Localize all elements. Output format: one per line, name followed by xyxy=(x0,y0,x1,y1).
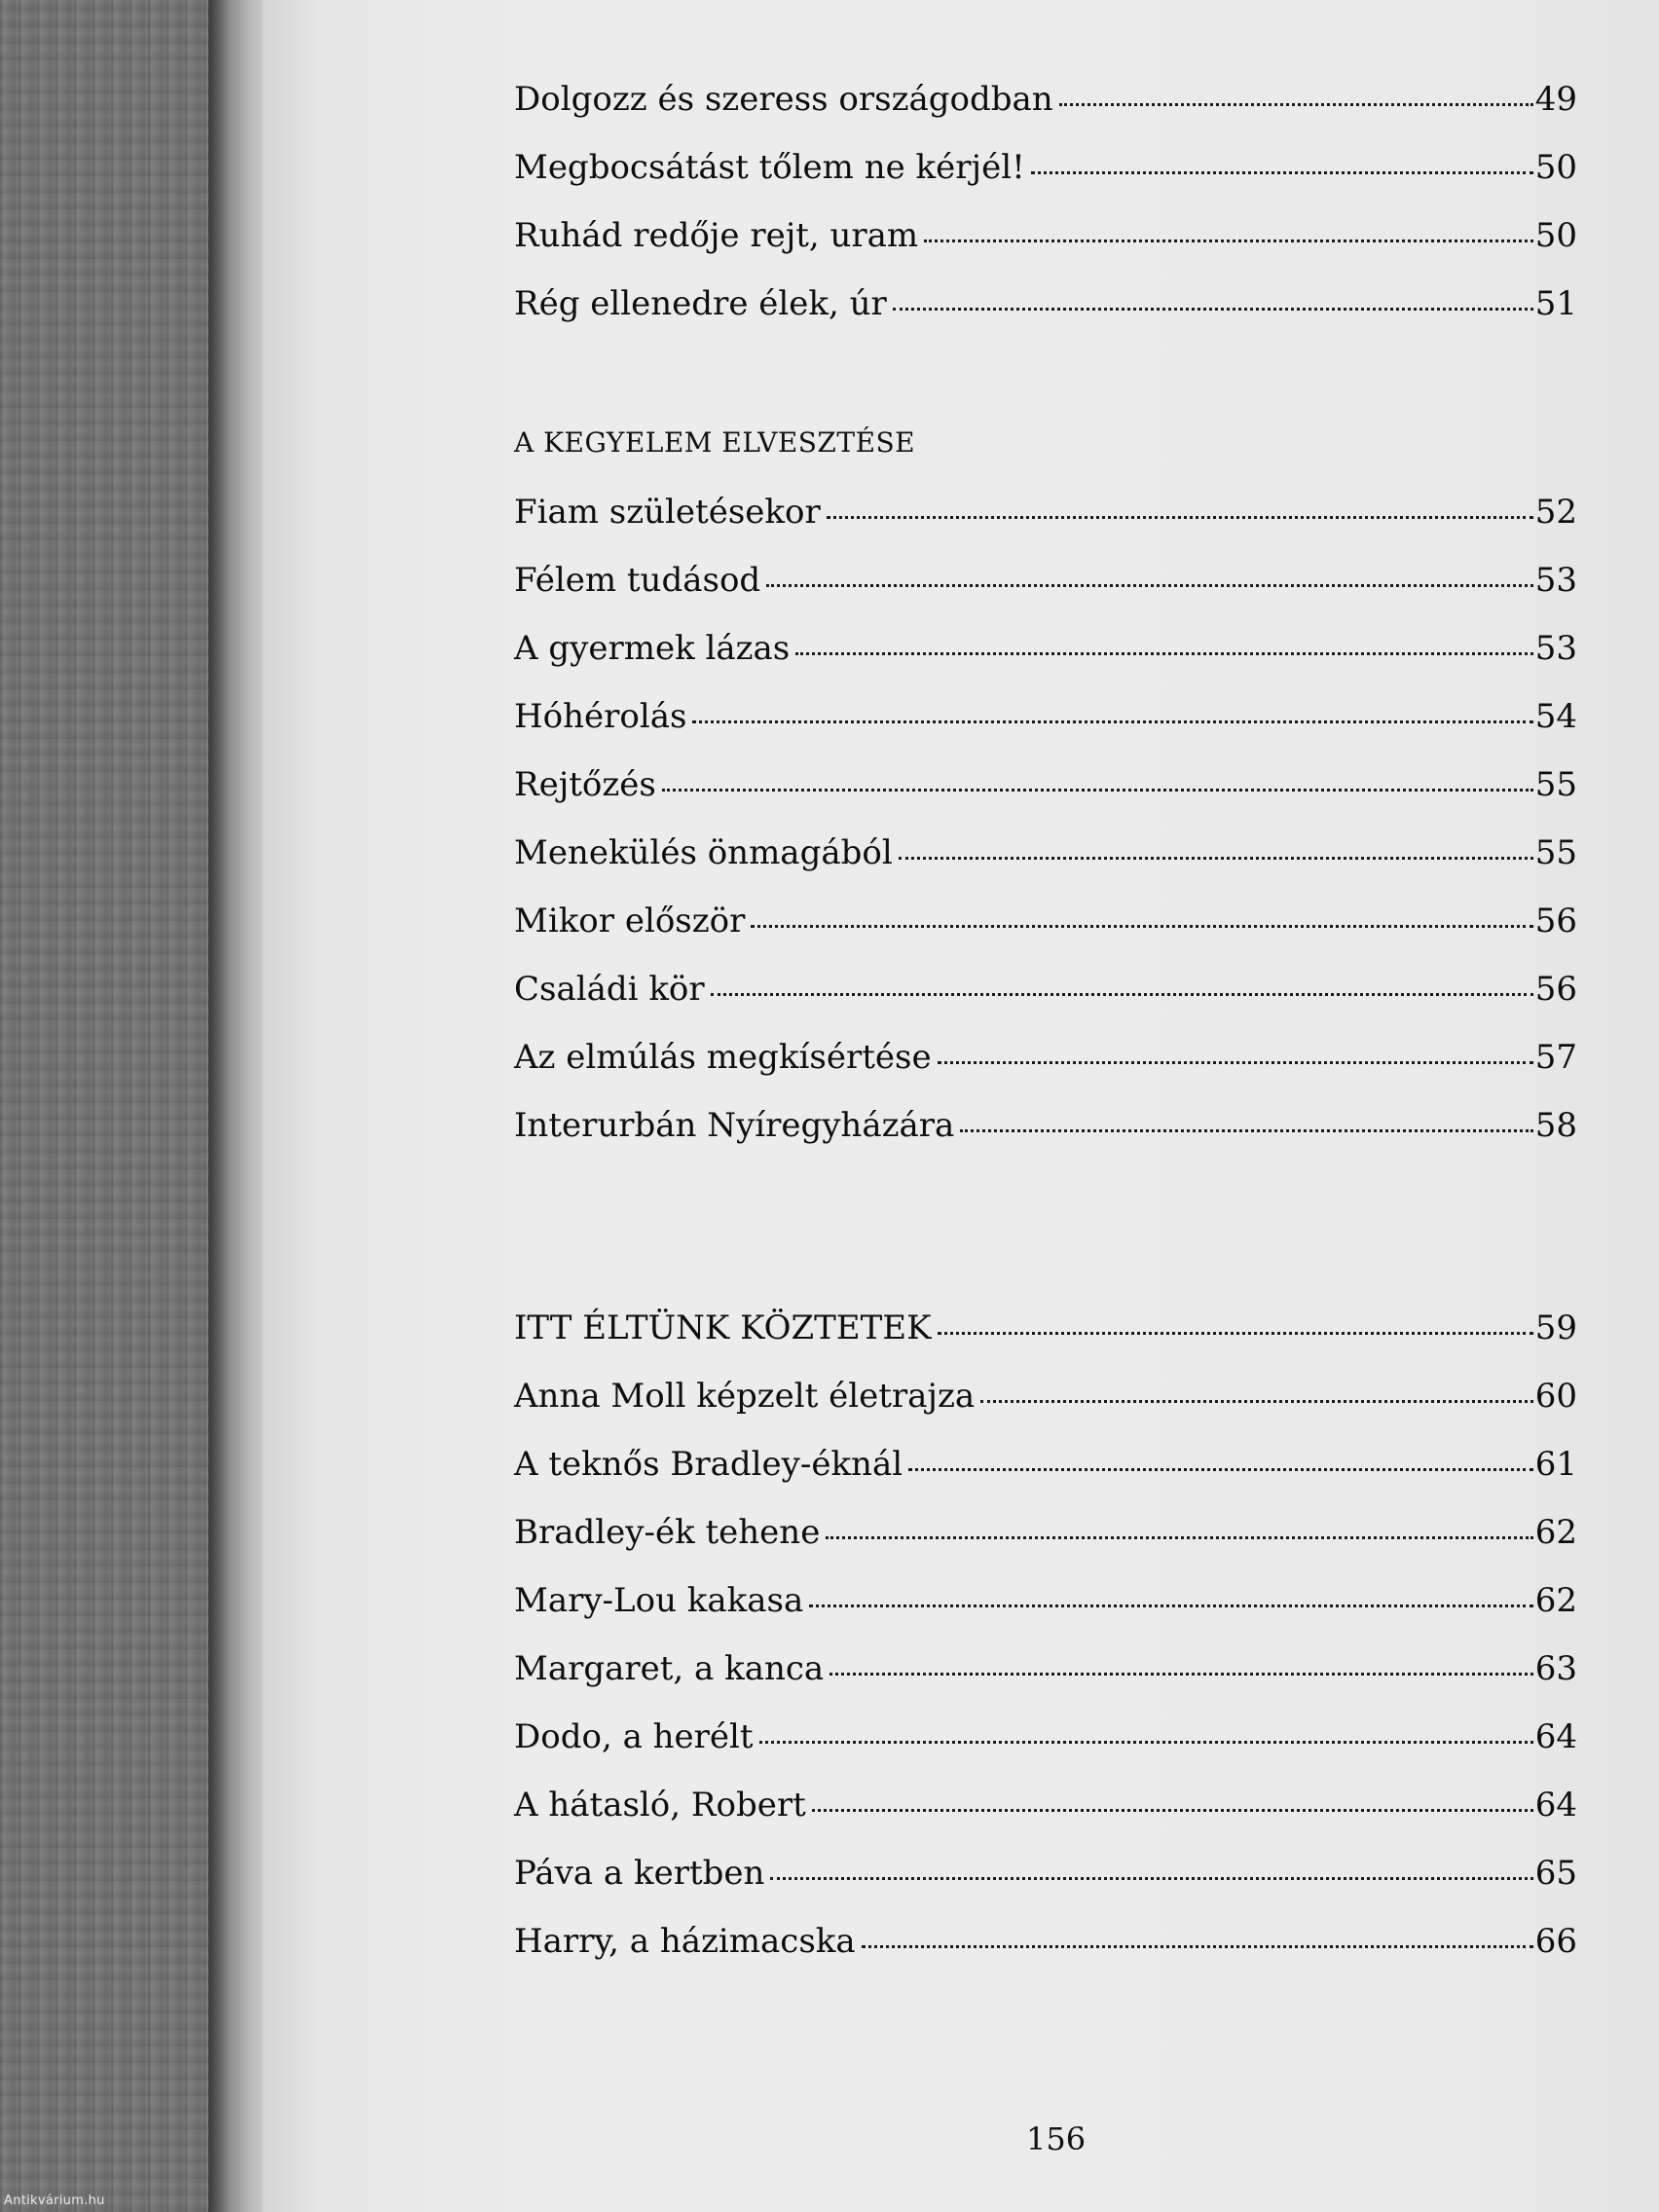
section-heading: A KEGYELEM ELVESZTÉSE xyxy=(514,426,916,459)
toc-entry-title: A teknős Bradley-éknál xyxy=(514,1445,903,1484)
toc-entry xyxy=(514,902,1577,948)
dot-leader xyxy=(908,1468,1533,1471)
page-gutter-shadow xyxy=(208,0,267,2212)
dot-leader xyxy=(980,1400,1533,1403)
toc-entry-title: Dolgozz és szeress országodban xyxy=(514,80,1053,119)
dot-leader xyxy=(809,1604,1532,1607)
toc-entry xyxy=(514,1854,1577,1900)
toc-entry-title: Dodo, a herélt xyxy=(514,1717,754,1756)
toc-entry xyxy=(514,561,1577,608)
toc-entry xyxy=(514,284,1577,331)
page-number: 156 xyxy=(1026,2120,1087,2157)
toc-entry-page: 62 xyxy=(1534,1513,1577,1552)
toc-entry-page: 56 xyxy=(1534,902,1577,940)
toc-entry-title: Margaret, a kanca xyxy=(514,1649,825,1688)
toc-entry-page: 52 xyxy=(1534,493,1577,532)
toc-entry xyxy=(514,1513,1577,1560)
dot-leader xyxy=(751,925,1532,928)
toc-entry-title: Hóhérolás xyxy=(514,697,687,736)
toc-entry-page: 54 xyxy=(1534,697,1577,736)
toc-entry-page: 55 xyxy=(1534,765,1577,804)
dot-leader xyxy=(692,720,1532,723)
toc-entry xyxy=(514,970,1577,1016)
toc-entry xyxy=(514,1922,1577,1969)
toc-entry-title: Ruhád redője rejt, uram xyxy=(514,216,919,255)
dot-leader xyxy=(711,993,1533,996)
toc-entry-page: 58 xyxy=(1534,1106,1577,1145)
toc-entry-page: 66 xyxy=(1534,1922,1577,1961)
dot-leader xyxy=(759,1741,1533,1744)
dot-leader xyxy=(893,308,1533,311)
toc-entry-title: A gyermek lázas xyxy=(514,629,791,668)
dot-leader xyxy=(795,652,1532,655)
dot-leader xyxy=(766,584,1533,587)
toc-entry xyxy=(514,493,1577,539)
toc-entry-title: Rejtőzés xyxy=(514,765,656,804)
toc-entry-title: Páva a kertben xyxy=(514,1854,765,1893)
toc-entry xyxy=(514,1106,1577,1153)
toc-entry-page: 59 xyxy=(1534,1309,1577,1347)
toc-entry-title: ITT ÉLTÜNK KÖZTETEK xyxy=(514,1309,932,1347)
dot-leader xyxy=(1059,103,1533,106)
toc-entry-page: 64 xyxy=(1534,1717,1577,1756)
toc-entry xyxy=(514,1717,1577,1764)
toc-entry-title: A hátasló, Robert xyxy=(514,1786,806,1825)
toc-entry-title: Félem tudásod xyxy=(514,561,761,600)
toc-entry-page: 60 xyxy=(1534,1377,1577,1416)
toc-entry xyxy=(514,1038,1577,1085)
toc-entry-title: Megbocsátást tőlem ne kérjél! xyxy=(514,148,1025,187)
toc-entry-page: 53 xyxy=(1534,629,1577,668)
toc-entry-page: 55 xyxy=(1534,833,1577,872)
toc-entry xyxy=(514,765,1577,812)
toc-entry-page: 65 xyxy=(1534,1854,1577,1893)
toc-entry-title: Mary-Lou kakasa xyxy=(514,1581,804,1620)
toc-entry-title: Fiam születésekor xyxy=(514,493,821,532)
dot-leader xyxy=(938,1332,1533,1335)
toc-entry-title: Interurbán Nyíregyházára xyxy=(514,1106,955,1145)
dot-leader xyxy=(662,789,1533,792)
toc-entry xyxy=(514,833,1577,880)
toc-entry xyxy=(514,80,1577,127)
toc-entry-page: 63 xyxy=(1534,1649,1577,1688)
dot-leader xyxy=(924,240,1533,242)
toc-entry-page: 61 xyxy=(1534,1445,1577,1484)
toc-entry-page: 51 xyxy=(1534,284,1577,323)
dot-leader xyxy=(862,1945,1533,1948)
toc-entry xyxy=(514,148,1577,195)
dot-leader xyxy=(827,516,1533,519)
toc-entry-title: Anna Moll képzelt életrajza xyxy=(514,1377,976,1416)
toc-entry-title: Családi kör xyxy=(514,970,705,1009)
toc-entry-page: 57 xyxy=(1534,1038,1577,1077)
toc-entry-page: 64 xyxy=(1534,1786,1577,1825)
toc-entry-page: 50 xyxy=(1534,148,1577,187)
toc-entry xyxy=(514,1309,1577,1355)
dot-leader xyxy=(830,1673,1533,1676)
dot-leader xyxy=(899,857,1533,860)
toc-entry-page: 49 xyxy=(1534,80,1577,119)
toc-entry xyxy=(514,629,1577,676)
toc-entry-title: Harry, a házimacska xyxy=(514,1922,856,1961)
toc-entry-page: 53 xyxy=(1534,561,1577,600)
toc-entry xyxy=(514,1445,1577,1492)
toc-entry-page: 56 xyxy=(1534,970,1577,1009)
dot-leader xyxy=(960,1129,1532,1132)
dot-leader xyxy=(812,1809,1533,1812)
toc-entry-title: Menekülés önmagából xyxy=(514,833,893,872)
toc-entry-title: Az elmúlás megkísértése xyxy=(514,1038,932,1077)
toc-entry xyxy=(514,1786,1577,1832)
wooden-background xyxy=(0,0,224,2212)
dot-leader xyxy=(770,1877,1532,1880)
toc-entry xyxy=(514,1377,1577,1423)
dot-leader xyxy=(938,1061,1533,1064)
dot-leader xyxy=(1031,171,1533,174)
toc-entry xyxy=(514,216,1577,263)
dot-leader xyxy=(826,1536,1532,1539)
toc-entry xyxy=(514,697,1577,744)
toc-entry-title: Rég ellenedre élek, úr xyxy=(514,284,887,323)
watermark: Antikvárium.hu xyxy=(4,2194,105,2208)
toc-entry xyxy=(514,1581,1577,1628)
toc-entry-page: 62 xyxy=(1534,1581,1577,1620)
toc-entry-title: Bradley-ék tehene xyxy=(514,1513,821,1552)
toc-entry xyxy=(514,1649,1577,1696)
toc-entry-page: 50 xyxy=(1534,216,1577,255)
toc-entry-title: Mikor először xyxy=(514,902,746,940)
